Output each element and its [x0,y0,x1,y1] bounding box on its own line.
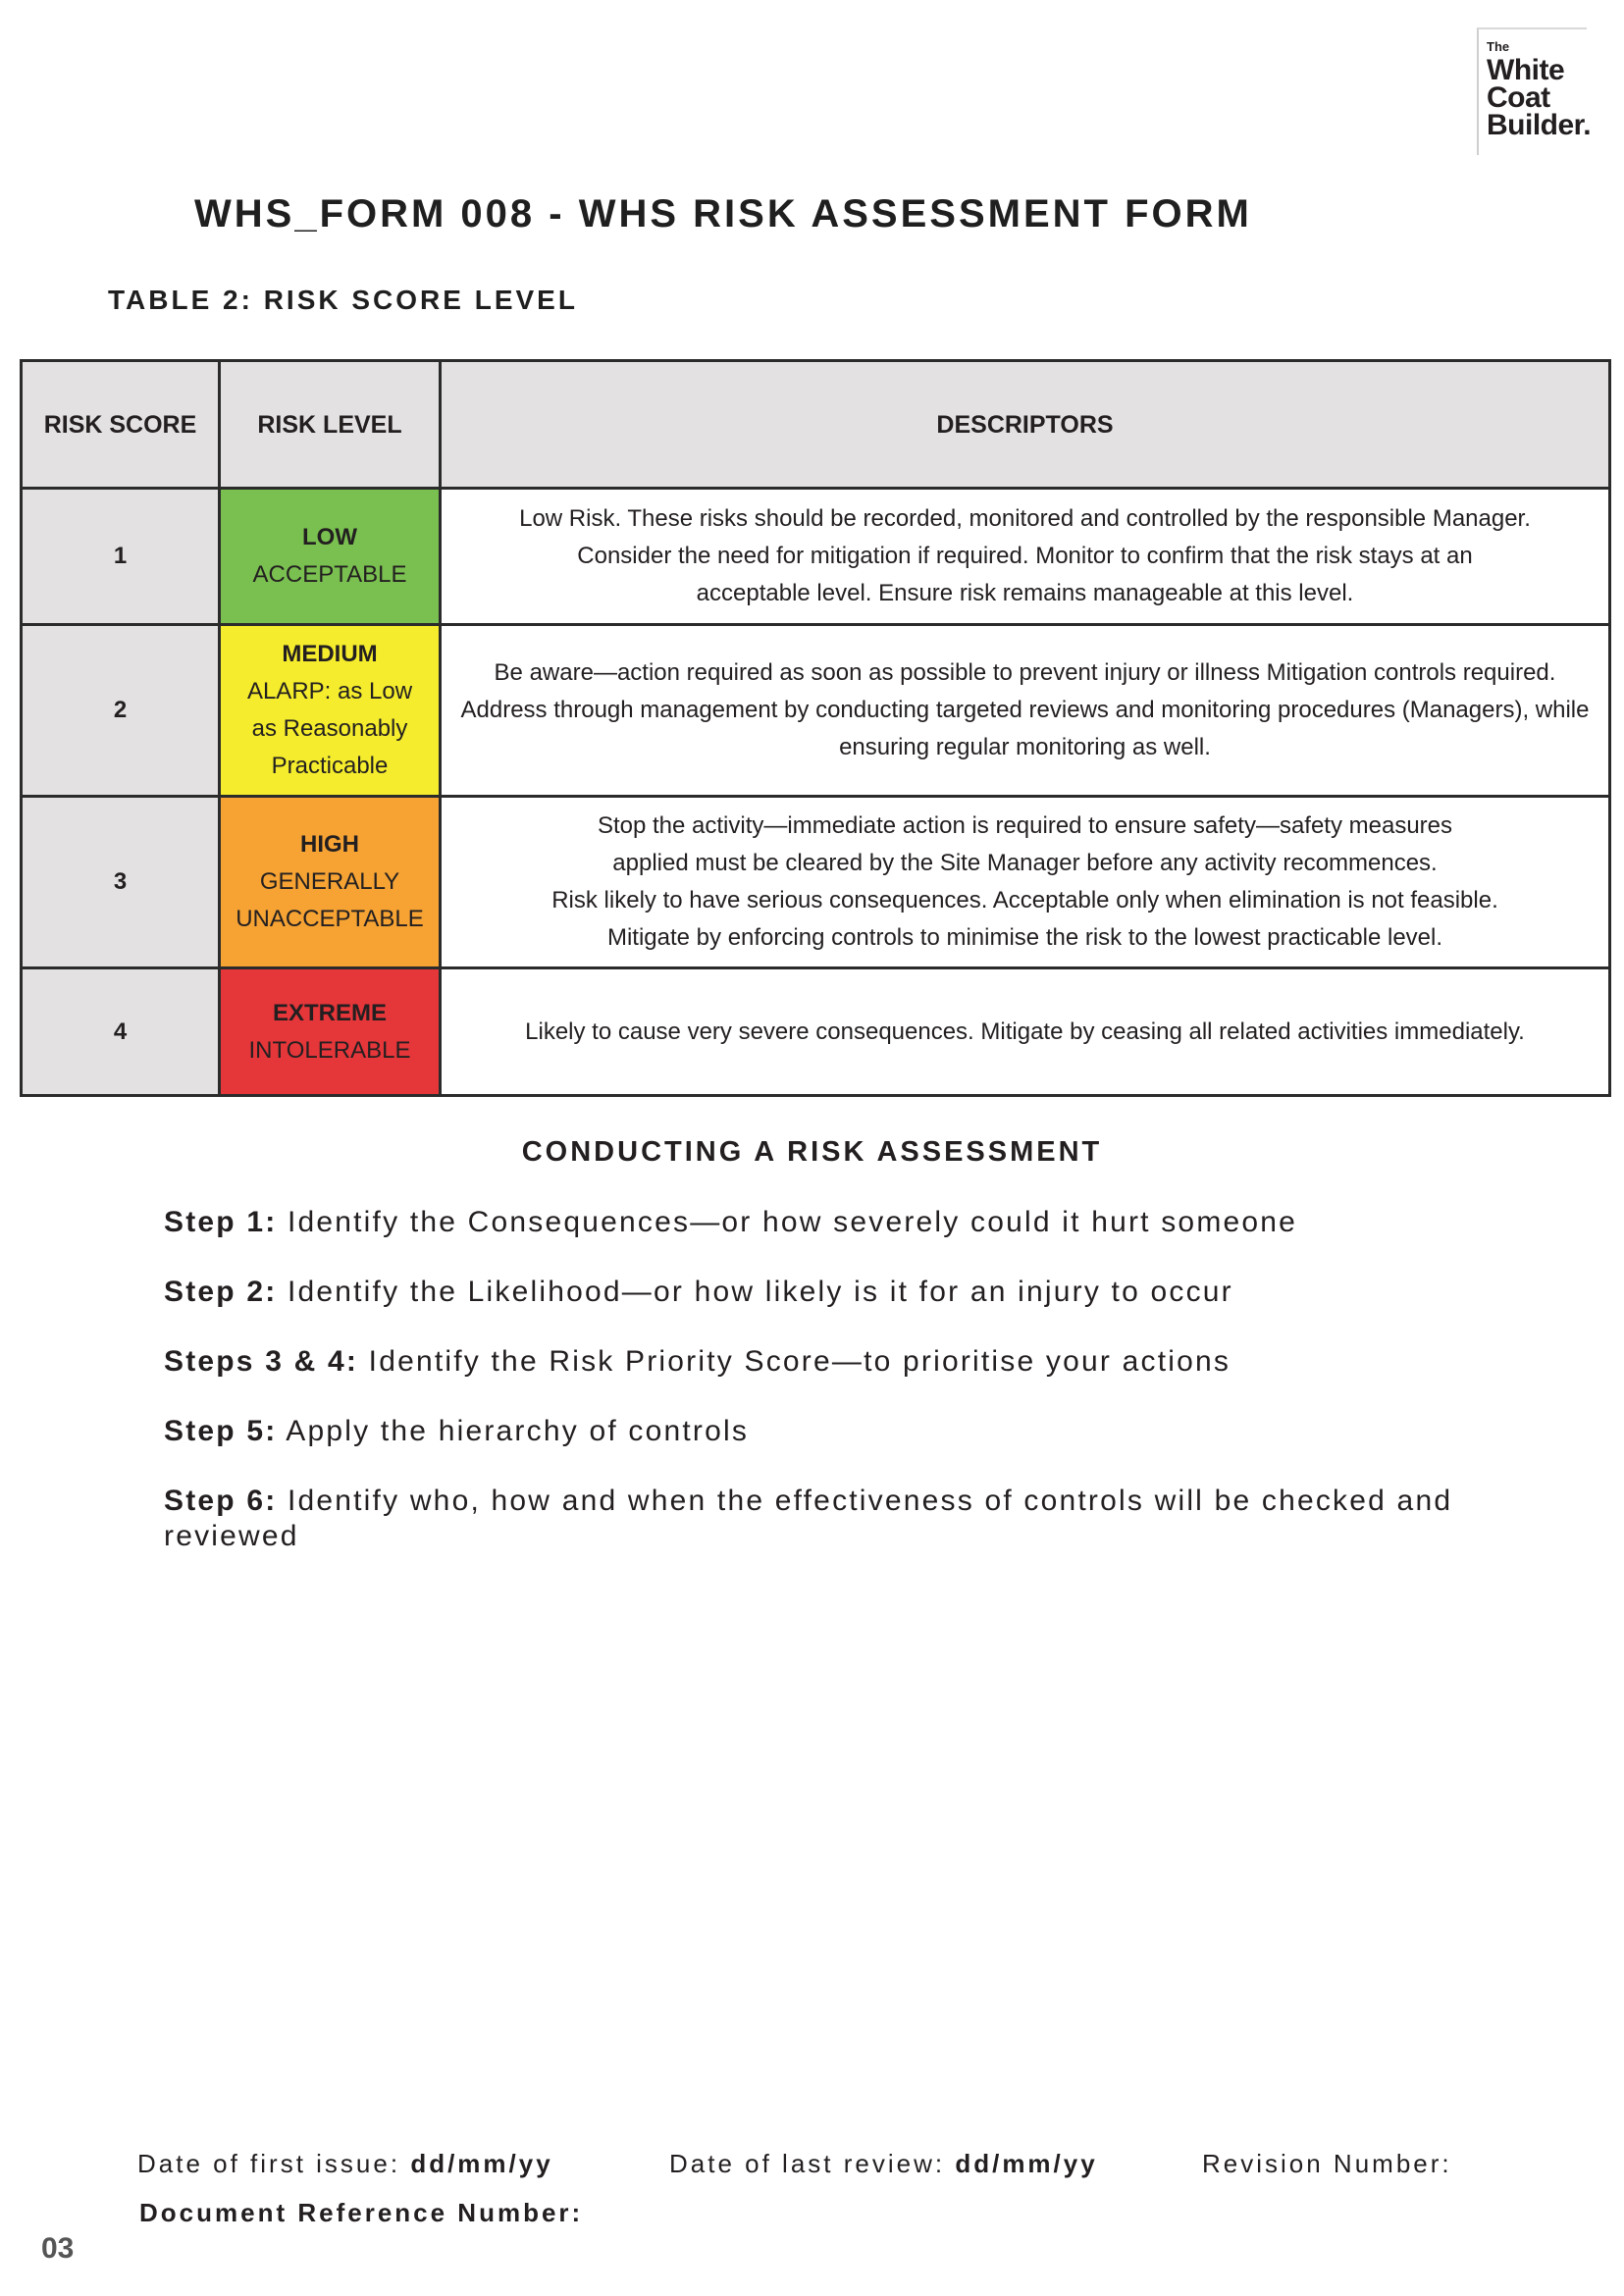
risk-score-table [20,359,1611,1097]
section-title: CONDUCTING A RISK ASSESSMENT [521,1136,1103,1168]
table-row [22,489,1610,625]
table-row [22,797,1610,968]
step-label: Step 1: [164,1206,278,1238]
risk-level-name: LOW [302,524,357,550]
logo-the: The [1487,39,1510,54]
table-row [22,968,1610,1096]
header-descriptors: DESCRIPTORS [441,361,1610,489]
risk-score: 3 [22,797,220,968]
page-title: WHS_FORM 008 - WHS RISK ASSESSMENT FORM [194,192,1252,235]
table-row [22,625,1610,797]
risk-level-name: EXTREME [272,999,387,1026]
risk-level-sub: ALARP: as Low as Reasonably Practicable [246,678,413,779]
risk-score: 4 [22,968,220,1096]
step-text: Identify who, how and when the effectiveness of controls will be checked and reviewed [164,1485,1453,1552]
risk-level-extreme [220,968,441,1096]
risk-level-high [220,797,441,968]
first-issue-value: dd/mm/yy [410,2149,553,2178]
risk-level-medium [220,625,441,797]
risk-level-sub: GENERALLY UNACCEPTABLE [236,868,424,932]
risk-level-sub: ACCEPTABLE [252,561,407,588]
first-issue: Date of first issue: dd/mm/yy [137,2149,553,2178]
document-reference: Document Reference Number: [139,2198,584,2227]
page-number: 03 [41,2232,75,2265]
risk-level-name: MEDIUM [282,641,378,667]
last-review-value: dd/mm/yy [955,2149,1098,2178]
header-risk-level: RISK LEVEL [220,361,441,489]
table-title: TABLE 2: RISK SCORE LEVEL [108,285,578,315]
risk-descriptor: Likely to cause very severe consequences. Mitigate by ceasing all related activities immediately. [441,968,1610,1096]
risk-descriptor: Stop the activity—immediate action is required to ensure safety—safety measures applied must be cleared by the Site Manager before any activity recommences. Risk likely to have serious consequences. Acceptable only when elimination is not feasible. Mitigate by enforcing controls to minimise the risk to the lowest practicable level. [441,797,1610,968]
step-label: Step 2: [164,1276,278,1308]
header-risk-score: RISK SCORE [22,361,220,489]
risk-score: 1 [22,489,220,625]
risk-descriptor: Be aware—action required as soon as possible to prevent injury or illness Mitigation controls required. Address through management by conducting targeted reviews and monitoring procedures (Managers), while ensuring regular monitoring as well. [441,625,1610,797]
step-text: Apply the hierarchy of controls [277,1415,750,1447]
list-item [164,1205,1498,1240]
step-text: Identify the Risk Priority Score—to prioritise your actions [358,1345,1231,1378]
risk-level-sub: INTOLERABLE [248,1036,411,1064]
list-item [164,1344,1498,1380]
brand-logo [1477,27,1592,155]
risk-level-low [220,489,441,625]
logo-name: White Coat Builder. [1487,54,1592,141]
step-label: Step 6: [164,1485,278,1517]
table-header-row [22,361,1610,489]
risk-level-name: HIGH [300,831,359,858]
last-review: Date of last review: dd/mm/yy [669,2149,1098,2178]
step-label: Step 5: [164,1415,278,1447]
list-item [164,1484,1498,1554]
step-label: Steps 3 & 4: [164,1345,359,1378]
step-text: Identify the Consequences—or how severely could it hurt someone [277,1206,1298,1238]
step-text: Identify the Likelihood—or how likely is it for an injury to occur [277,1276,1233,1308]
risk-descriptor: Low Risk. These risks should be recorded, monitored and controlled by the responsible Manager. Consider the need for mitigation if required. Monitor to confirm that the risk stays at an acceptable level. Ensure risk remains manageable at this level. [441,489,1610,625]
risk-score: 2 [22,625,220,797]
list-item [164,1275,1498,1310]
list-item [164,1414,1498,1449]
steps-list [164,1205,1498,1589]
revision-number: Revision Number: [1202,2149,1452,2178]
